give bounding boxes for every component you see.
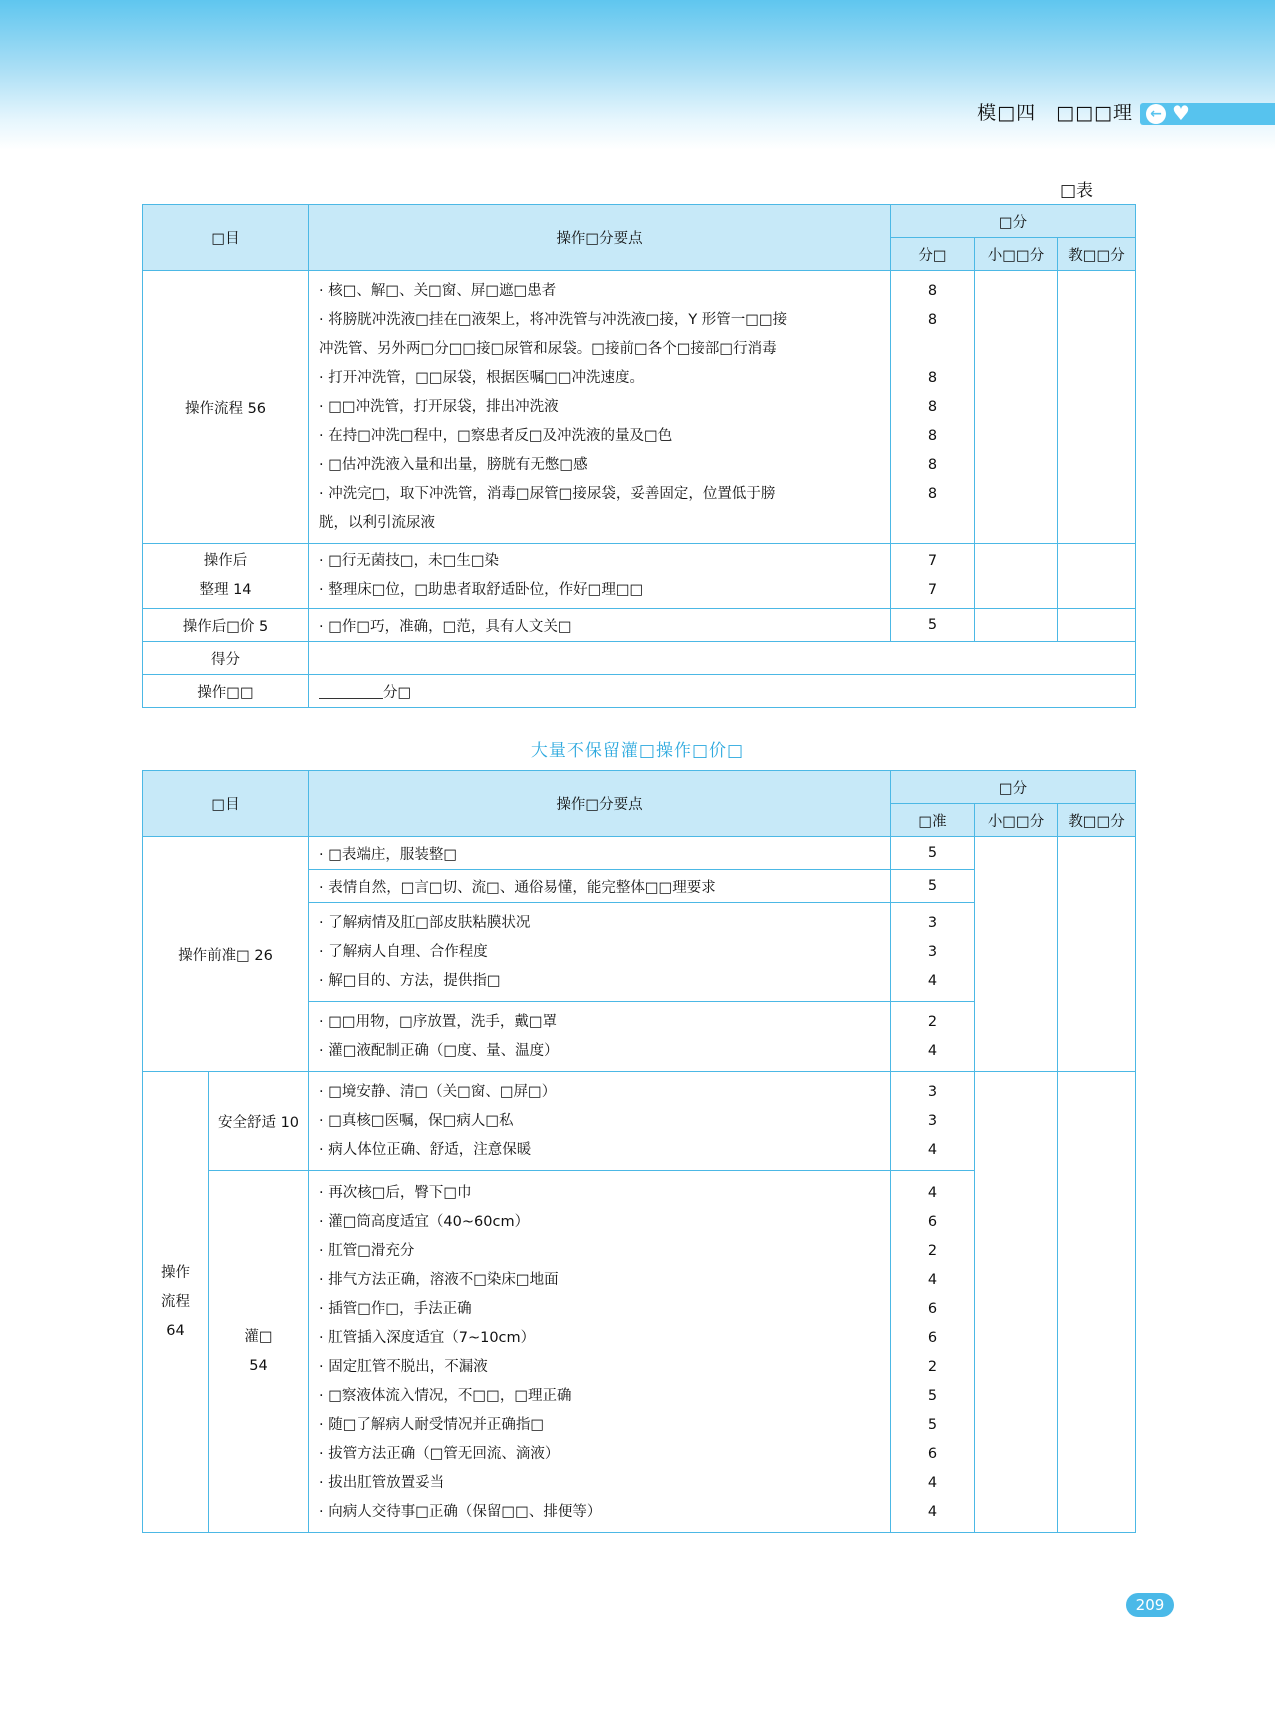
score-value: 6 bbox=[927, 1214, 938, 1230]
score-value: 4 bbox=[927, 1475, 938, 1491]
category-line: 54 bbox=[249, 1357, 268, 1374]
category-line: 灌□ bbox=[244, 1328, 273, 1345]
score-value bbox=[891, 335, 974, 364]
list-item: · 肛管插入深度适宜（7~10cm） bbox=[319, 1330, 536, 1346]
score-value: 8 bbox=[927, 457, 938, 473]
score-value: 2 bbox=[927, 1359, 938, 1375]
table2-head-teacher-score: 教□□分 bbox=[1058, 804, 1136, 837]
table1-head-group-score: 小□□分 bbox=[975, 238, 1058, 271]
score-value: 4 bbox=[927, 1185, 938, 1201]
table2-safety-scores bbox=[891, 1072, 975, 1171]
table2-enema-scores bbox=[891, 1171, 975, 1533]
score-value: 4 bbox=[927, 1504, 938, 1520]
score-value: 8 bbox=[927, 283, 938, 299]
score-value: 5 bbox=[927, 1417, 938, 1433]
list-item: · 打开冲洗管，□□尿袋，根据医嘱□□冲洗速度。 bbox=[319, 370, 645, 386]
score-value: 4 bbox=[927, 1043, 938, 1059]
list-item: · 表情自然，□言□切、流□、通俗易懂，能完整体□□理要求 bbox=[309, 870, 891, 903]
list-item: · 冲洗完□，取下冲洗管，消毒□尿管□接尿袋，妥善固定，位置低于膀 bbox=[319, 486, 776, 502]
section-label: □□□理 bbox=[1056, 102, 1133, 124]
table2-head-group-score: 小□□分 bbox=[975, 804, 1058, 837]
table1 bbox=[142, 204, 1136, 708]
list-item: · 在持□冲洗□程中，□察患者反□及冲洗液的量及□色 bbox=[319, 428, 673, 444]
table2-head-score-value: □准 bbox=[891, 804, 975, 837]
score-value: 3 bbox=[927, 1084, 938, 1100]
table2-enema-label bbox=[209, 1171, 309, 1533]
category-line: 操作后 bbox=[203, 553, 248, 569]
teacher-score-cell[interactable] bbox=[1058, 271, 1136, 544]
score-value: 6 bbox=[927, 1301, 938, 1317]
category-line: 流程 bbox=[161, 1293, 190, 1310]
list-item: · □行无菌技□，未□生□染 bbox=[319, 553, 500, 569]
score-value: 2 bbox=[927, 1014, 938, 1030]
table2-safety-label: 安全舒适 10 bbox=[209, 1072, 309, 1171]
chapter-label: 模□四 bbox=[977, 102, 1037, 124]
list-item: · 解□目的、方法，提供指□ bbox=[319, 973, 501, 989]
score-value: 5 bbox=[927, 1388, 938, 1404]
list-item: · 向病人交待事□正确（保留□□、排便等） bbox=[319, 1504, 602, 1520]
score-value: 3 bbox=[927, 915, 938, 931]
list-item: · 插管□作□，手法正确 bbox=[319, 1301, 472, 1317]
score-value: 8 bbox=[927, 486, 938, 502]
list-item: 冲洗管、另外两□分□□接□尿管和尿袋。□接前□各个□接部□行消毒 bbox=[319, 341, 777, 357]
table1-head-score-group: □分 bbox=[891, 205, 1136, 238]
table2 bbox=[142, 770, 1136, 1533]
page-number-badge: 209 bbox=[1126, 1593, 1174, 1617]
list-item: · □□用物，□序放置，洗手，戴□罩 bbox=[319, 1014, 558, 1030]
score-value: 6 bbox=[927, 1446, 938, 1462]
table1-head-item: □目 bbox=[143, 205, 309, 271]
list-item: · 灌□液配制正确（□度、量、温度） bbox=[319, 1043, 559, 1059]
table2-title: 大量不保留灌□操作□价□ bbox=[530, 741, 745, 761]
category-line: 操作 bbox=[161, 1264, 190, 1281]
list-item: · 随□了解病人耐受情况并正确指□ bbox=[319, 1417, 545, 1433]
score-value: 4 bbox=[927, 1142, 938, 1158]
table1-total-label: 得分 bbox=[143, 642, 309, 675]
score-value: 7 bbox=[927, 553, 938, 569]
group-score-cell[interactable] bbox=[975, 837, 1058, 1072]
back-arrow-icon[interactable]: ← bbox=[1146, 104, 1166, 124]
category-line: 整理 14 bbox=[199, 582, 252, 598]
table2-prep-assess-scores bbox=[891, 903, 975, 1002]
group-score-cell[interactable] bbox=[975, 544, 1058, 609]
table1-eval-point: · □作□巧，准确，□范，具有人文关□ bbox=[309, 609, 891, 642]
heart-icon: ♥ bbox=[1172, 101, 1190, 125]
table1-post-scores bbox=[891, 544, 975, 609]
teacher-score-cell[interactable] bbox=[1058, 1072, 1136, 1533]
list-item: · 肛管□滑充分 bbox=[319, 1243, 415, 1259]
table1-head-score-value: 分□ bbox=[891, 238, 975, 271]
list-item: · □察液体流入情况，不□□，□理正确 bbox=[319, 1388, 572, 1404]
score-value: 8 bbox=[927, 370, 938, 386]
score-value: 2 bbox=[927, 1243, 938, 1259]
list-item: 胱，以利引流尿液 bbox=[319, 515, 435, 531]
score-value: 8 bbox=[927, 312, 938, 328]
list-item: · □境安静、清□（关□窗、□屏□） bbox=[319, 1084, 557, 1100]
score-value: 3 bbox=[927, 944, 938, 960]
table2-enema-points bbox=[309, 1171, 891, 1533]
total-score-cell[interactable] bbox=[309, 642, 1136, 675]
list-item: · 了解病情及肛□部皮肤粘膜状况 bbox=[319, 915, 531, 931]
score-value: 7 bbox=[927, 582, 938, 598]
table2-prep-assess-points bbox=[309, 903, 891, 1002]
list-item: · 了解病人自理、合作程度 bbox=[319, 944, 488, 960]
table1-time-label: 操作□□ bbox=[143, 675, 309, 708]
table1-process-scores bbox=[891, 271, 975, 544]
running-header bbox=[977, 98, 1133, 125]
list-item: · 排气方法正确，溶液不□染床□地面 bbox=[319, 1272, 559, 1288]
list-item: · 灌□筒高度适宜（40~60cm） bbox=[319, 1214, 530, 1230]
table1-post-points bbox=[309, 544, 891, 609]
table1-head-points: 操作□分要点 bbox=[309, 205, 891, 271]
list-item: · □□冲洗管，打开尿袋，排出冲洗液 bbox=[319, 399, 559, 415]
group-score-cell[interactable] bbox=[975, 271, 1058, 544]
table2-head-points: 操作□分要点 bbox=[309, 771, 891, 837]
score-value: 4 bbox=[927, 973, 938, 989]
score-value: 5 bbox=[891, 837, 975, 870]
score-value: 8 bbox=[927, 428, 938, 444]
time-unit: 分□ bbox=[383, 684, 412, 701]
table1-post-category bbox=[143, 544, 309, 609]
score-value bbox=[891, 509, 974, 538]
list-item: · 病人体位正确、舒适，注意保暖 bbox=[319, 1142, 532, 1158]
list-item: · □真核□医嘱，保□病人□私 bbox=[319, 1113, 514, 1129]
table2-head-score-group: □分 bbox=[891, 771, 1136, 804]
table2-prep-supplies-scores bbox=[891, 1002, 975, 1072]
group-score-cell[interactable] bbox=[975, 609, 1058, 642]
score-value: 8 bbox=[927, 399, 938, 415]
table1-process-points bbox=[309, 271, 891, 544]
list-item: · 拔管方法正确（□管无回流、滴液） bbox=[319, 1446, 560, 1462]
table2-prep-category: 操作前准□ 26 bbox=[143, 837, 309, 1072]
list-item: · 拔出肛管放置妥当 bbox=[319, 1475, 445, 1491]
score-value: 3 bbox=[927, 1113, 938, 1129]
table1-eval-score: 5 bbox=[891, 609, 975, 642]
category-line: 64 bbox=[166, 1322, 185, 1339]
group-score-cell[interactable] bbox=[975, 1072, 1058, 1533]
teacher-score-cell[interactable] bbox=[1058, 837, 1136, 1072]
list-item: · 再次核□后，臀下□巾 bbox=[319, 1185, 472, 1201]
list-item: · 整理床□位，□助患者取舒适卧位，作好□理□□ bbox=[319, 582, 644, 598]
table2-process-category bbox=[143, 1072, 209, 1533]
score-value: 4 bbox=[927, 1272, 938, 1288]
table1-head-teacher-score: 教□□分 bbox=[1058, 238, 1136, 271]
table2-safety-points bbox=[309, 1072, 891, 1171]
list-item: · □表端庄，服装整□ bbox=[309, 837, 891, 870]
time-cell bbox=[309, 675, 1136, 708]
table2-prep-supplies-points bbox=[309, 1002, 891, 1072]
score-value: 5 bbox=[891, 870, 975, 903]
table1-process-category: 操作流程 56 bbox=[143, 271, 309, 544]
teacher-score-cell[interactable] bbox=[1058, 609, 1136, 642]
table1-caption: □表 bbox=[1060, 181, 1094, 201]
table1-eval-category: 操作后□价 5 bbox=[143, 609, 309, 642]
list-item: · 固定肛管不脱出，不漏液 bbox=[319, 1359, 488, 1375]
list-item: · □估冲洗液入量和出量，膀胱有无憋□感 bbox=[319, 457, 588, 473]
list-item: · 核□、解□、关□窗、屏□遮□患者 bbox=[319, 283, 557, 299]
time-blank-field[interactable] bbox=[319, 684, 383, 699]
teacher-score-cell[interactable] bbox=[1058, 544, 1136, 609]
list-item: · 将膀胱冲洗液□挂在□液架上，将冲洗管与冲洗液□接，Y 形管一□□接 bbox=[319, 312, 788, 328]
score-value: 6 bbox=[927, 1330, 938, 1346]
header-gradient-band bbox=[0, 0, 1275, 150]
table2-head-item: □目 bbox=[143, 771, 309, 837]
